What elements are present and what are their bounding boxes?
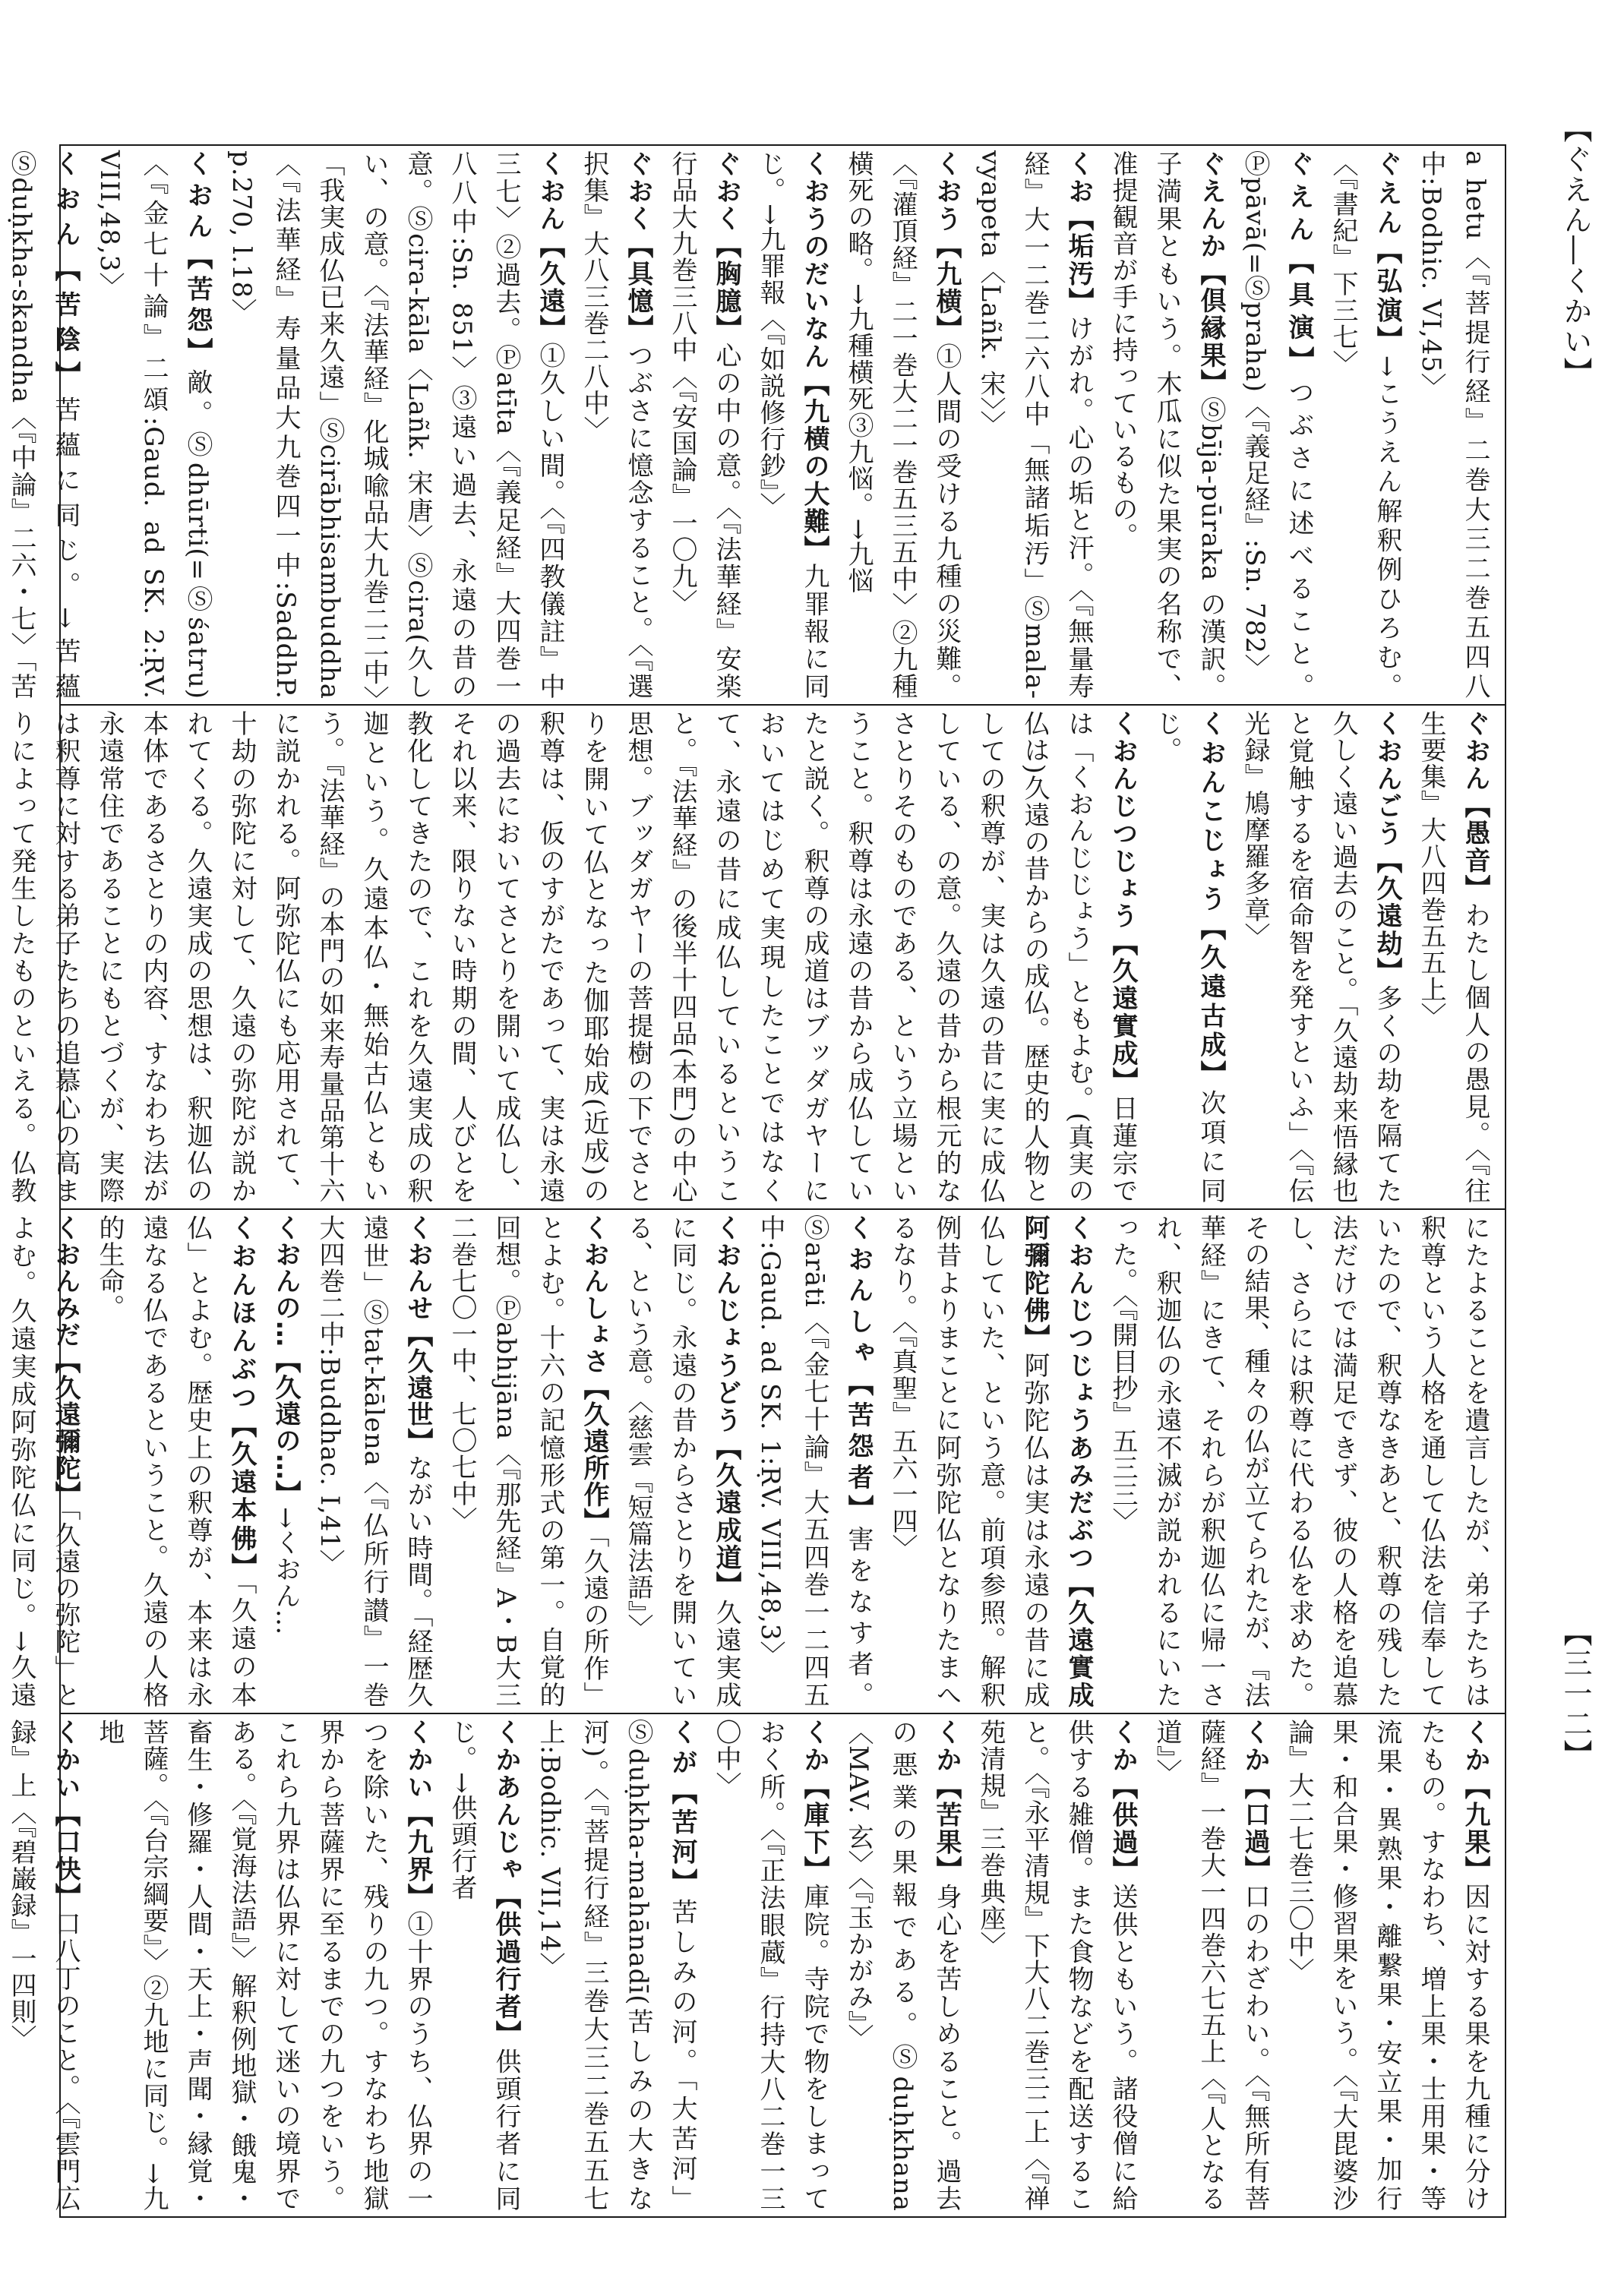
entry-headword: くおんせ【久遠世】	[403, 1214, 433, 1454]
entry-definition: 「久遠の弥陀」とよむ。久遠実成阿弥陀仏に同じ。→久遠	[6, 1214, 81, 1709]
entry-headword: くおん【苦怨】	[182, 150, 213, 369]
entry-headword: くおんじつじょうあみだぶつ【久遠實成阿彌陀佛】	[1019, 1214, 1094, 1708]
dictionary-entry	[0, 1214, 87, 1708]
entry-headword: くか【苦果】	[931, 1719, 962, 1884]
dictionary-entry	[616, 1214, 748, 1708]
entry-definition: 敵。Ⓢdhūrti(=Ⓢśatru)〈『金七十論』二頌:Gaud. ad SK. 2:ṚV. VIII,48,3〉	[94, 150, 213, 700]
entry-definition: →こうえん解釈例ひろむ。〈『書紀』下三七〉	[1328, 150, 1402, 700]
entry-definition: 苦蘊に同じ。→苦蘊Ⓢduḥkha-skandha〈『中論』二六・七〉「苦	[6, 150, 81, 700]
dictionary-entry	[0, 1719, 87, 2212]
entry-headword: くおんこじょう【久遠古成】	[1196, 710, 1226, 1090]
entry-definition: 送供ともいう。諸役僧に給供する雑僧。また食物などを配送すること。〈『永平清規』下大八二巻三二上〈『禅苑清規』三巻典座〉	[975, 1719, 1138, 2212]
entry-definition: けがれ。心の垢と汗。〈『無量寿経』大一二巻二六八中「無諸垢汚」Ⓢmala-vyapeta〈Lañk. 宋〉〉	[975, 150, 1094, 700]
entry-headword: ぐえんか【倶縁果】	[1196, 150, 1226, 397]
dictionary-entry	[264, 1214, 308, 1708]
entry-definition: 「久遠の所作」とよむ。十六の記憶形式の第一。自覚的回想。Ⓟabhijāna〈『那先経』A・B大三二巻七〇一中、七〇七中〉	[447, 1214, 609, 1709]
entry-definition: 因に対する果を九種に分けたもの。すなわち、増上果・士用果・等流果・異熟果・離繋果・安立果・加行果・和合果・修習果をいう。〈『大毘婆沙論』大二七巻三〇中〉	[1284, 1719, 1490, 2212]
dictionary-entry	[0, 710, 1145, 1204]
entry-definition: a hetu〈『菩提行経』二巻大三二巻五四八中:Bodhic. VI,45〉	[1416, 150, 1490, 700]
dictionary-entry	[1101, 1214, 1497, 1708]
entry-headword: ぐおく【胸臆】	[711, 150, 741, 343]
entry-headword: くか【口過】	[1240, 1719, 1270, 1883]
dictionary-entry	[87, 150, 220, 700]
tier-4	[6, 1714, 1505, 2216]
dictionary-entry	[220, 150, 572, 700]
dictionary-entry	[440, 1719, 528, 2212]
dictionary-entry	[968, 150, 1101, 700]
dictionary-entry	[572, 150, 660, 700]
entry-definition: 身心を苦しめること。過去の悪業の果報である。Ⓢduḥkhana〈MAV. 玄〉〈『玉かがみ』〉	[843, 1719, 962, 2212]
dictionary-entry	[1145, 710, 1233, 1204]
tier-2-column	[6, 710, 1497, 1205]
dictionary-entry	[308, 1214, 440, 1708]
entry-definition: 次項に同じ。	[1152, 710, 1226, 1204]
entry-headword: ぐおく【具憶】	[623, 150, 653, 343]
entry-headword: くかい【口快】	[50, 1719, 81, 1910]
dictionary-entry	[1101, 150, 1233, 700]
entry-headword: くおん【苦陰】	[50, 150, 81, 396]
entry-definition: ①人間の受ける九種の災難。〈『灌頂経』二一巻大二一巻五三五中〉②九種横死の略。→九種横死③九悩。→九悩	[843, 150, 962, 700]
entry-headword: くか【九果】	[1460, 1719, 1490, 1884]
running-head: 【ぐえん―くかい】	[1559, 114, 1592, 387]
entry-definition: ①十界のうち、仏界の一つを除いた、残りの九つ。すなわち地獄界から菩薩界に至るまでの九つをいう。これら九界は仏界に対して迷いの境界である。〈『覚海法語』〉解釈例地獄・餓鬼・畜生・修羅・人間・天上・声聞・縁覚・菩薩。〈『台宗綱要』〉②九地に同じ。→九地	[94, 1719, 433, 2212]
entry-headword: ぐえん【弘演】	[1372, 150, 1402, 355]
tier-3-column	[6, 1214, 1497, 1709]
entry-headword: くおうのだいなん【九横の大難】	[799, 150, 829, 564]
entry-headword: くおんじょうどう【久遠成道】	[711, 1214, 741, 1600]
entry-headword: くかい【九界】	[403, 1719, 433, 1911]
dictionary-entry	[968, 1719, 1145, 2212]
entry-headword: くおんみだ【久遠彌陀】	[50, 1214, 81, 1508]
entry-headword: くか【庫下】	[799, 1719, 829, 1884]
entry-definition: 久遠実成に同じ。永遠の昔からさとりを開いている、という意。〈慈雲『短篇法語』〉	[623, 1214, 741, 1709]
entry-definition: 口のわざわい。〈『無所有菩薩経』一巻大一四巻六七五上〈『人となる道』〉	[1152, 1719, 1270, 2212]
entry-definition: →くおん…	[270, 1507, 301, 1636]
entry-definition: 供頭行者に同じ。→供頭行者	[447, 1719, 521, 2212]
page-number: 【三一二】	[1559, 1618, 1592, 1770]
dictionary-entry	[880, 1214, 1101, 1708]
entry-headword: くおんじつじょう【久遠實成】	[1107, 710, 1138, 1095]
tier-2	[6, 706, 1505, 1208]
dictionary-entry	[528, 1719, 704, 2212]
entry-headword: くお【垢汚】	[1063, 150, 1094, 315]
dictionary-entry	[704, 1719, 836, 2212]
entry-definition: つぶさに憶念すること。〈『選択集』大八三巻二八中〉	[579, 150, 653, 700]
entry-headword: くおんほんぶつ【久遠本佛】	[226, 1214, 257, 1582]
entry-headword: ぐおん【愚音】	[1460, 710, 1490, 902]
dictionary-entry	[0, 150, 87, 700]
tier-3	[6, 1210, 1505, 1713]
entry-definition: 害をなす者。Ⓢarāti〈『金七十論』大五四巻一二四五中:Gaud. ad SK. 1:ṚV. VIII,48,3〉	[755, 1214, 874, 1708]
entry-headword: くかあんじゃ【供過行者】	[491, 1719, 521, 2048]
entry-headword: くおんしゃ【苦怨者】	[843, 1214, 874, 1526]
tier-4-column	[6, 1719, 1497, 2212]
entry-definition: 心の中の意。〈『法華経』安楽行品大九巻三八中〈『安国論』一〇九〉	[667, 150, 741, 700]
entry-definition: 多くの劫を隔てた久しく遠い過去のこと。「久遠劫来悟縁也と覚触するを宿命智を発すといふ」〈『伝光録』鳩摩羅多章〉	[1240, 710, 1402, 1205]
entry-definition: 口八丁のこと。〈『雲門広録』上〈『碧巌録』一四則〉	[6, 1719, 81, 2212]
entry-headword: くが【苦河】	[667, 1719, 697, 1899]
entry-definition: ながい時間。「経歴久遠世」Ⓢtat-kālena〈『仏所行讃』一巻大四巻二中:Buddhac. I,41〉	[314, 1214, 433, 1709]
dictionary-entry	[1233, 710, 1409, 1204]
dictionary-entry	[1145, 1719, 1277, 2212]
entry-definition: 「久遠の本仏」とよむ。歴史上の釈尊が、本来は永遠なる仏であるということ。久遠の人格的生命。	[94, 1214, 257, 1709]
entry-headword: くおんの…【久遠の…】	[270, 1214, 301, 1507]
entry-definition: 阿弥陀仏は実は永遠の昔に成仏していた、という意。前項参照。解釈例昔よりまことに阿弥陀仏となりたまへるなり。〈『真聖』五六一四〉	[887, 1214, 1050, 1709]
entry-definition: 庫院。寺院で物をしまっておく所。〈『正法眼蔵』行持大八二巻一三〇中〉	[711, 1719, 829, 2212]
entry-definition: にたよることを遺言したが、弟子たちは釈尊という人格を通して仏法を信奉していたので、釈尊なきあと、釈尊の残した法だけでは満足できず、彼の人格を追慕し、さらには釈尊に代わる仏を求めた。その結果、種々の仏が立てられたが、『法華経』にきて、それらが釈迦仏に帰一され、釈迦仏の永遠不滅が説かれるにいたった。〈『開目抄』五三三〉	[1107, 1214, 1490, 1708]
entry-definition: 九罪報に同じ。→九罪報〈『如説修行鈔』〉	[755, 150, 829, 700]
entry-headword: くおんしょさ【久遠所作】	[579, 1214, 609, 1535]
entry-definition: つぶさに述べること。Ⓟpāvā(=Ⓢpraha)〈『義足経』:Sn. 782〉	[1240, 150, 1314, 700]
entry-headword: くおんごう【久遠劫】	[1372, 710, 1402, 985]
entry-headword: ぐえん【具演】	[1284, 150, 1314, 379]
dictionary-entry	[87, 1719, 440, 2212]
dictionary-entry	[1409, 150, 1497, 700]
dictionary-entry	[1277, 1719, 1497, 2212]
dictionary-entry	[87, 1214, 264, 1708]
dictionary-entry	[1409, 710, 1497, 1204]
dictionary-entry	[836, 1719, 968, 2212]
tier-1	[6, 146, 1505, 704]
dictionary-page-frame	[6, 144, 1506, 2218]
dictionary-entry	[440, 1214, 616, 1708]
dictionary-entry	[748, 1214, 880, 1708]
dictionary-entry	[1321, 150, 1409, 700]
entry-definition: Ⓢbīja-pūraka の漢訳。子満果ともいう。木瓜に似た果実の名称で、准提観音が手に持っているもの。	[1107, 150, 1226, 700]
dictionary-entry	[660, 150, 748, 700]
dictionary-entry	[836, 150, 968, 700]
entry-headword: くおう【九横】	[931, 150, 962, 343]
dictionary-entry	[1233, 150, 1321, 700]
dictionary-entry	[748, 150, 836, 700]
tier-1-column	[6, 150, 1497, 700]
entry-definition: 苦しみの河。「大苦河」Ⓢduḥkha-mahānadī(苦しみの大きな河)。〈『菩提行経』三巻大三二巻五五七上:Bodhic. VII,14〉	[535, 1719, 697, 2212]
entry-definition: 日蓮宗では「くおんじじょう」ともよむ。(真実の仏は)久遠の昔からの成仏。歴史的人物としての釈尊が、実は久遠の昔に実に成仏している、の意。久遠の昔から根元的なさとりそのものである、という立場ということ。釈尊は永遠の昔から成仏していたと説く。釈尊の成道はブッダガヤーにおいてはじめて実現したことではなくて、永遠の昔に成仏しているということ。『法華経』の後半十四品(本門)の中心思想。ブッダガヤーの菩提樹の下でさとりを開いて仏となった伽耶始成(近成)の釈尊は、仮のすがたであって、実は永遠の過去においてさとりを開いて成仏し、それ以来、限りない時期の間、人びとを教化してきたので、これを久遠実成の釈迦という。久遠本仏・無始古仏ともいう。『法華経』の本門の如来寿量品第十六に説かれる。阿弥陀仏にも応用されて、十劫の弥陀に対して、久遠の弥陀が説かれてくる。久遠実成の思想は、釈迦仏の本体であるさとりの内容、すなわち法が永遠常住であることにもとづくが、実際は釈尊に対する弟子たちの追慕心の高まりによって発生したものといえる。仏教	[6, 710, 1138, 1205]
entry-definition: わたし個人の愚見。〈『往生要集』大八四巻五五上〉	[1416, 710, 1490, 1205]
entry-headword: くか【供過】	[1107, 1719, 1138, 1884]
entry-headword: くおん【久遠】	[535, 150, 565, 343]
entry-definition: ①久しい間。〈『四教儀註』中三七〉②過去。Ⓟatīta〈『義足経』大四巻一八八中:Sn. 851〉③遠い過去、永遠の昔の意。Ⓢcira-kāla〈Lañk. 宋唐〉Ⓢcira(久しい、の意。〈『法華経』化城喩品大九巻二二中〉「我実成仏已来久遠」Ⓢcirābhisambuddha〈『法華経』寿量品大九巻四一中:SaddhP. p.270, l.18〉	[226, 150, 565, 700]
